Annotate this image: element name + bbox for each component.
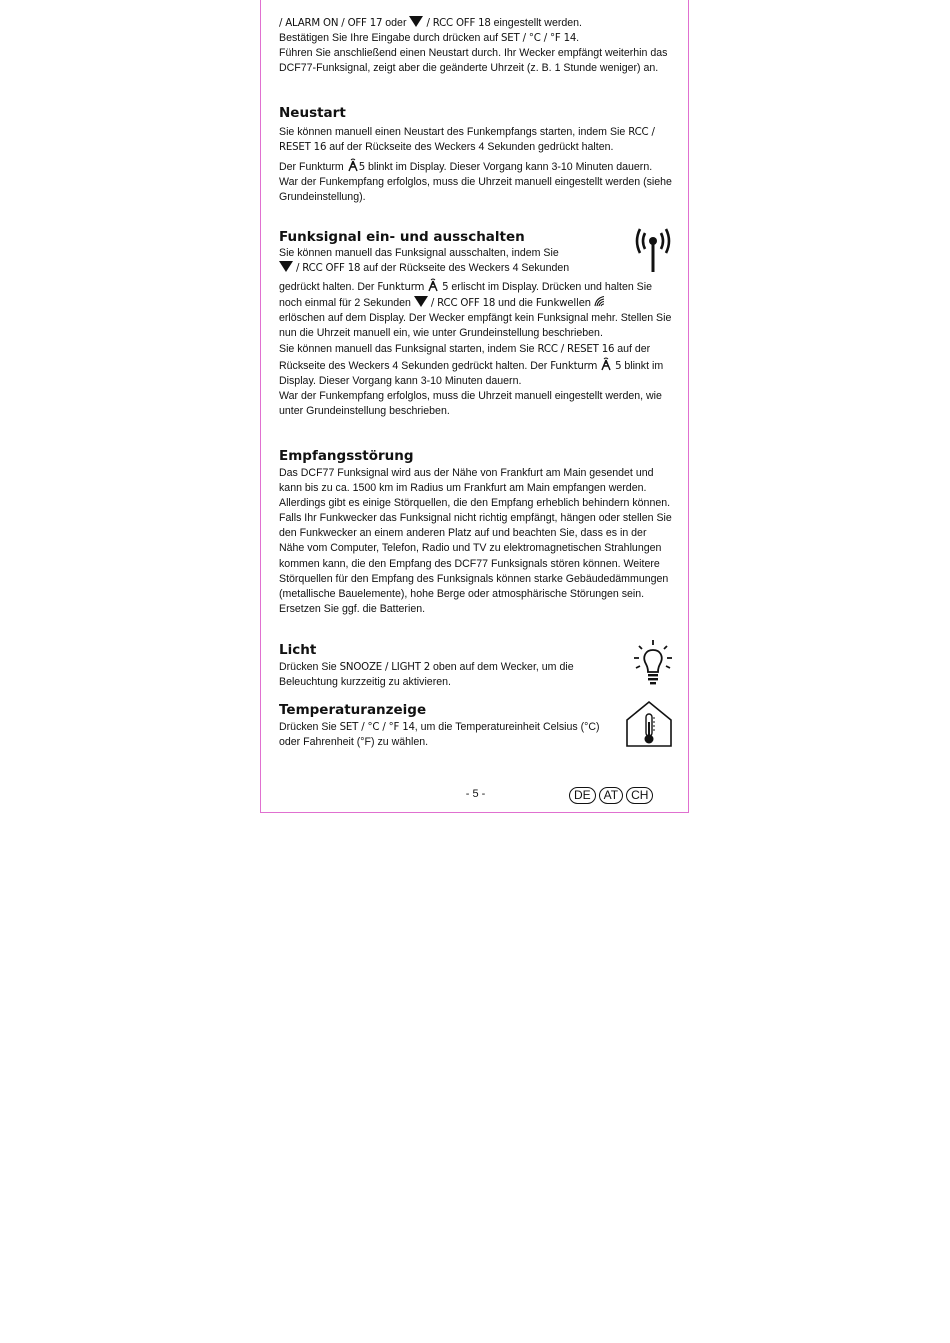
licht-heading: Licht — [279, 642, 317, 658]
radio-waves-icon — [594, 295, 608, 307]
neustart-paragraph-2: Der Funkturm 5 blinkt im Display. Dieser Vorgang kann 3-10 Minuten dauern. — [279, 158, 674, 175]
down-triangle-icon — [409, 16, 423, 27]
down-triangle-icon — [279, 261, 293, 272]
intro-line-1: / ALARM ON / OFF 17 oder / RCC OFF 18 eingestellt werden. — [279, 17, 582, 29]
radio-tower-icon — [600, 357, 612, 371]
funksignal-paragraph-on: Sie können manuell das Funksignal starten, indem Sie RCC / RESET 16 auf der Rückseite des Weckers 4 Sekunden gedrückt halten. Der Funkturm 5 blinkt im Display. Dieser Vorgang kann 3-10 Minuten dauern. — [279, 342, 664, 387]
funksignal-line-2: / RCC OFF 18 auf der Rückseite des Weckers 4 Sekunden — [279, 261, 609, 276]
manual-page — [260, 0, 689, 813]
temp-paragraph: Drücken Sie SET / °C / °F 14, um die Temperatureinheit Celsius (°C) oder Fahrenheit (°F) zu wählen. — [279, 721, 600, 749]
funksignal-section — [279, 228, 674, 419]
intro-section — [279, 16, 674, 76]
temp-heading: Temperaturanzeige — [279, 702, 427, 718]
country-badge-de: DE — [569, 787, 596, 804]
temp-section — [279, 701, 674, 750]
licht-section — [279, 641, 674, 690]
neustart-section — [279, 104, 674, 205]
intro-line-2: Bestätigen Sie Ihre Eingabe durch drücken auf SET / °C / °F 14. — [279, 32, 580, 45]
down-triangle-icon — [414, 296, 428, 307]
funksignal-paragraph-fail: War der Funkempfang erfolglos, muss die Uhrzeit manuell eingestellt werden, wie unter Grundeinstellung beschrieben. — [279, 389, 662, 417]
country-badge-ch: CH — [626, 787, 653, 804]
funksignal-paragraph-off: gedrückt halten. Der Funkturm 5 erlischt im Display. Drücken und halten Sie noch einmal für 2 Sekunden / RCC OFF 18 und die Funkwellen — [279, 278, 674, 311]
thermometer-house-icon — [625, 700, 673, 748]
country-badges — [569, 786, 656, 804]
neustart-heading: Neustart — [279, 105, 346, 121]
empfang-paragraph: Das DCF77 Funksignal wird aus der Nähe von Frankfurt am Main gesendet und kann bis zu ca. 1500 km im Radius um Frankfurt am Main empfangen werden. Allerdings gibt es einige Störquellen, die den Empfang erheblich behindern können. Falls Ihr Funkwecker das Funksignal nicht richtig empfängt, hängen oder stellen Sie den Funkwecker an einem anderen Platz auf und beachten Sie, dass es in der Nähe vom Computer, Telefon, Radio und TV zu elektromagnetischen Strahlungen kommen kann, die den Empfang des DCF77 Funksignals stören können. Weitere Störquellen für den Empfang des Funksignals können starke Gebäudedämmungen (metallische Bauelemente), hohe Berge oder atmosphärische Störungen sein. Ersetzen Sie ggf. die Batterien. — [279, 467, 672, 615]
radio-tower-icon — [427, 278, 439, 292]
funksignal-paragraph-off-2: erlöschen auf dem Display. Der Wecker empfängt kein Funksignal mehr. Stellen Sie nun die Uhrzeit manuell ein, wie unter Grundeinstellung beschrieben. — [279, 312, 672, 340]
funksignal-heading: Funksignal ein- und ausschalten — [279, 229, 525, 245]
radio-tower-icon — [347, 158, 359, 172]
funksignal-line-1: Sie können manuell das Funksignal ausschalten, indem Sie — [279, 247, 559, 259]
empfang-section — [279, 447, 674, 617]
country-badge-at: AT — [599, 787, 623, 804]
neustart-paragraph-1: Sie können manuell einen Neustart des Funkempfangs starten, indem Sie RCC / RESET 16 auf der Rückseite des Weckers 4 Sekunden gedrückt halten. — [279, 126, 655, 154]
licht-paragraph: Drücken Sie SNOOZE / LIGHT 2 oben auf dem Wecker, um die Beleuchtung kurzzeitig zu aktivieren. — [279, 661, 574, 689]
light-bulb-icon — [633, 638, 673, 688]
empfang-heading: Empfangsstörung — [279, 448, 414, 464]
radio-signal-icon — [631, 224, 675, 274]
page-number: - 5 - — [465, 788, 486, 800]
neustart-paragraph-3: War der Funkempfang erfolglos, muss die Uhrzeit manuell eingestellt werden (siehe Grundeinstellung). — [279, 176, 672, 204]
intro-line-3: Führen Sie anschließend einen Neustart durch. Ihr Wecker empfängt weiterhin das DCF77-Funksignal, zeigt aber die geänderte Uhrzeit (z. B. 1 Stunde weniger) an. — [279, 47, 668, 75]
